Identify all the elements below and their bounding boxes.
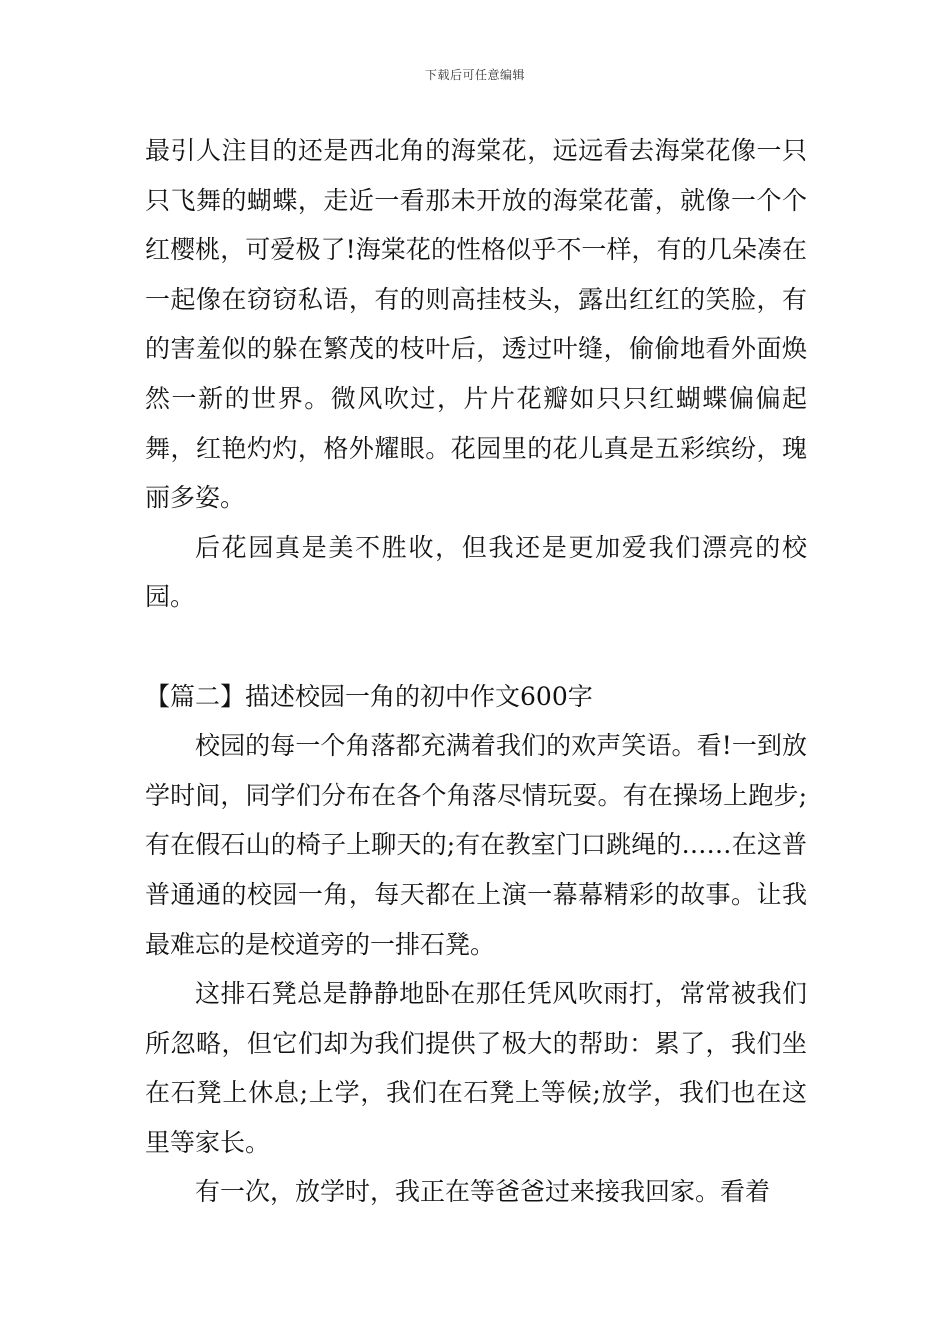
paragraph-campus-corners: 校园的每一个角落都充满着我们的欢声笑语。看!一到放学时间，同学们分布在各个角落尽情玩耍。有在操场上跑步;有在假石山的椅子上聊天的;有在教室门口跳绳的……在这普普通通的校园一角，每天都在上演一幕幕精彩的故事。让我最难忘的是校道旁的一排石凳。 (145, 731, 807, 959)
section-title: 【篇二】描述校园一角的初中作文600字 (145, 681, 593, 711)
page-header: 下载后可任意编辑 (424, 68, 525, 82)
paragraph-stone-benches: 这排石凳总是静静地卧在那任凭风吹雨打，常常被我们所忽略，但它们却为我们提供了极大的帮助：累了，我们坐在石凳上休息;上学，我们在石凳上等候;放学，我们也在这里等家长。 (145, 979, 807, 1157)
paragraph-haitang: 最引人注目的还是西北角的海棠花，远远看去海棠花像一只只飞舞的蝴蝶，走近一看那未开放的海棠花蕾，就像一个个红樱桃，可爱极了!海棠花的性格似乎不一样，有的几朵凑在一起像在窃窃私语，有的则高挂枝头，露出红红的笑脸，有的害羞似的躲在繁茂的枝叶后，透过叶缝，偷偷地看外面焕然一新的世界。微风吹过，片片花瓣如只只红蝴蝶偏偏起舞，红艳灼灼，格外耀眼。花园里的花儿真是五彩缤纷，瑰丽多姿。 (145, 136, 807, 513)
section-spacer (145, 622, 807, 672)
document-body (145, 126, 807, 1217)
paragraph-garden-summary: 后花园真是美不胜收，但我还是更加爱我们漂亮的校园。 (145, 532, 807, 612)
paragraph-waiting-story: 有一次，放学时，我正在等爸爸过来接我回家。看着 (195, 1177, 771, 1207)
